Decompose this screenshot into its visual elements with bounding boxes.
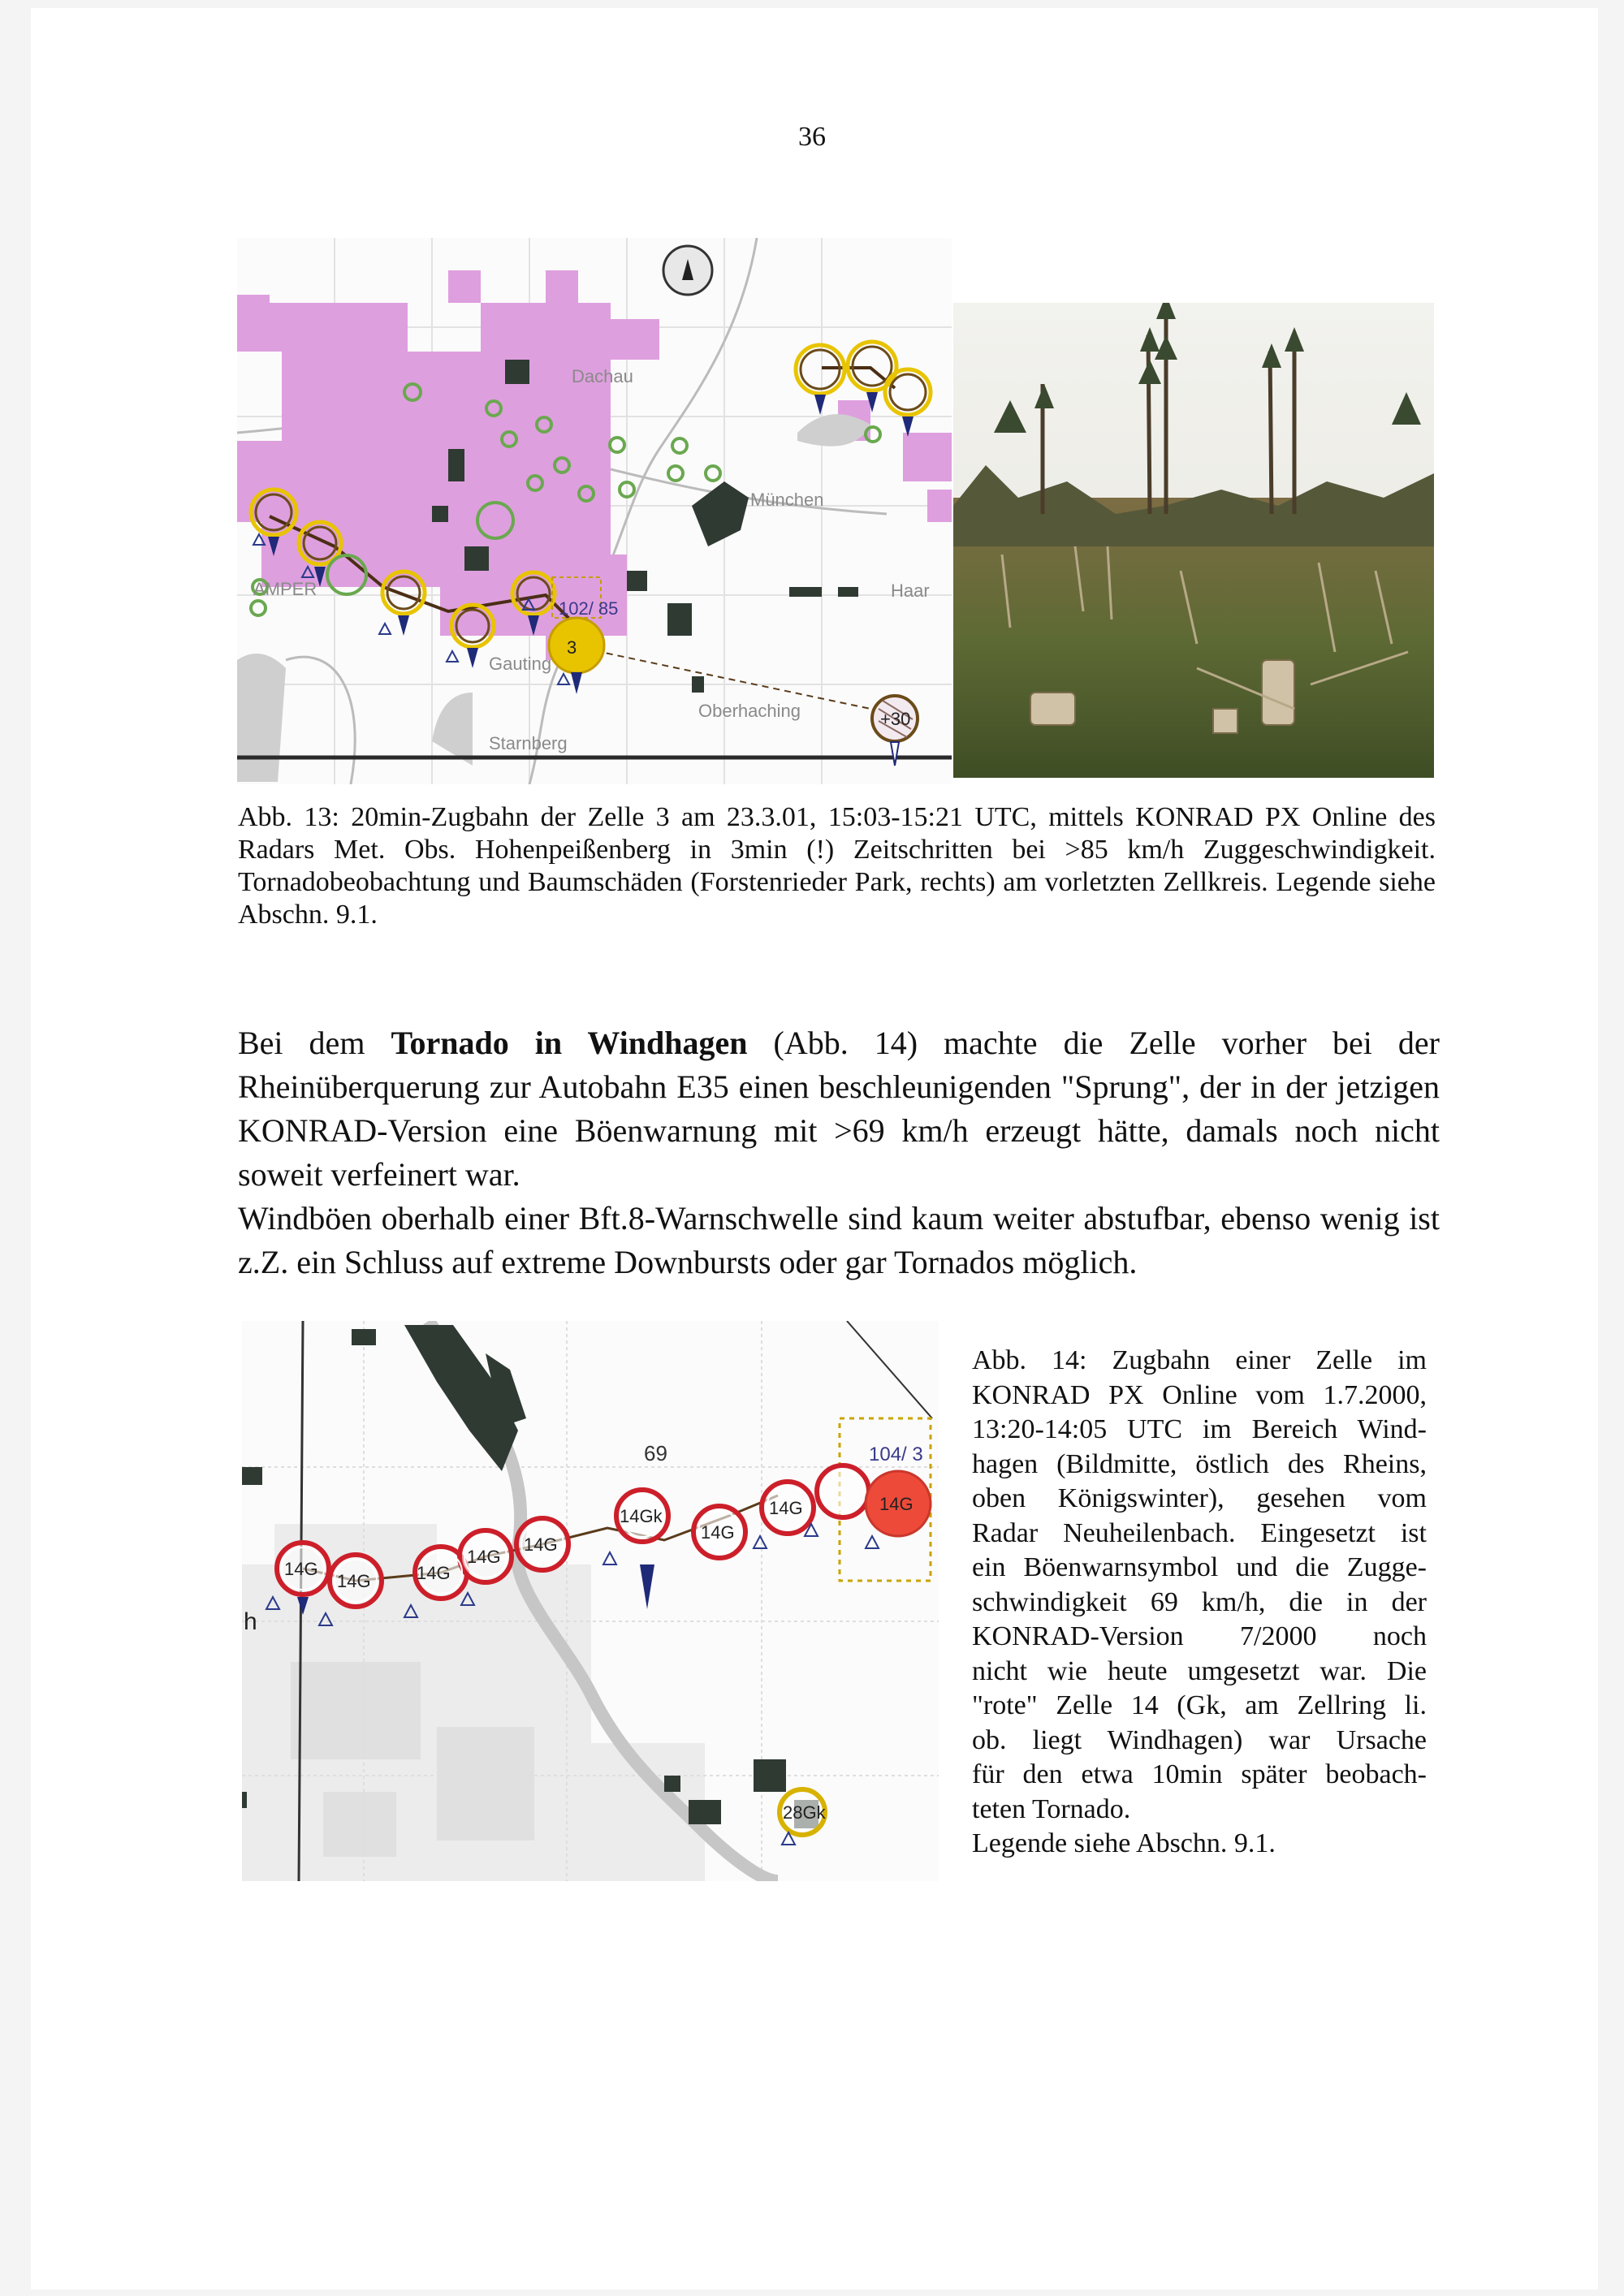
body-text <box>238 1021 1440 1284</box>
cell-label-6: 14Gk <box>620 1506 663 1526</box>
fig13-photo-tree-damage <box>953 303 1434 778</box>
figure-14-caption-line: 13:20-14:05 UTC im Bereich Wind- <box>972 1414 1427 1444</box>
figure-14-caption-line: ob. liegt Windhagen) war Ursache <box>972 1724 1427 1755</box>
figure-14-caption-line: oben Königswinter), gesehen vom <box>972 1483 1427 1513</box>
figure-14-caption-line: Legende siehe Abschn. 9.1. <box>972 1828 1276 1858</box>
figure-14 <box>242 1321 939 1881</box>
label-starnberg: Starnberg <box>489 733 568 753</box>
paragraph-2: Windböen oberhalb einer Bft.8-Warnschwelle sind kaum weiter abstufbar, ebenso wenig ist z.Z. ein Schluss auf extreme Downbursts oder gar Tornados möglich. <box>238 1200 1440 1280</box>
label-dachau: Dachau <box>572 366 633 386</box>
edge-letter: h <box>244 1608 257 1635</box>
label-speed: 69 <box>644 1441 667 1465</box>
figure-13-caption: Abb. 13: 20min-Zugbahn der Zelle 3 am 23.3.01, 15:03-15:21 UTC, mittels KONRAD PX Online des Radars Met. Obs. Hohenpeißenberg in 3min (!) Zeitschritten bei >85 km/h Zuggeschwindigkeit. Tornadobeobachtung und Baumschäden (Forstenrieder Park, rechts) am vorletzten Zellkreis. Legende siehe Abschn. 9.1. <box>238 802 1436 930</box>
label-cell-number: 3 <box>567 637 577 658</box>
cell-label-5: 14G <box>524 1534 558 1555</box>
label-gauting: Gauting <box>489 654 552 674</box>
figure-14-caption-line: ein Böenwarnsymbol und die Zugge- <box>972 1552 1427 1582</box>
cell-label-8: 14G <box>769 1498 803 1518</box>
label-future-cell: +30 <box>880 709 911 729</box>
figure-14-caption-line: KONRAD-Version 7/2000 noch <box>972 1621 1427 1651</box>
label-amper: AMPER <box>253 579 317 599</box>
figure-14-caption-line: schwindigkeit 69 km/h, die in der <box>972 1586 1427 1617</box>
figure-14-caption-line: für den etwa 10min später beobach- <box>972 1759 1427 1789</box>
cell-label-4: 14G <box>467 1547 501 1567</box>
cell-label-1: 14G <box>284 1559 318 1579</box>
figure-14-caption-line: "rote" Zelle 14 (Gk, am Zellring li. <box>972 1690 1427 1720</box>
page-number: 36 <box>798 122 826 152</box>
figure-14-caption-line: teten Tornado. <box>972 1793 1131 1824</box>
label-cell-info: 104/ 3 <box>869 1444 923 1465</box>
fig14-radar-map <box>242 1321 939 1881</box>
cell-label-9: 14G <box>879 1494 914 1514</box>
figure-14-caption-line: Abb. 14: Zugbahn einer Zelle im <box>972 1345 1427 1375</box>
figure-14-caption-line: nicht wie heute umgesetzt war. Die <box>972 1655 1427 1686</box>
cell-label-28: 28Gk <box>783 1802 826 1823</box>
figure-13 <box>237 238 1439 784</box>
paragraph-1: Bei dem Tornado in Windhagen (Abb. 14) machte die Zelle vorher bei der Rheinüberquerung zur Autobahn E35 einen beschleunigenden "Sprung", der in der jetzigen KONRAD-Version eine Böenwarnung mit >69 km/h erzeugt hätte, damals noch nicht soweit verfeinert war. <box>238 1025 1440 1193</box>
label-oberhaching: Oberhaching <box>698 701 801 721</box>
label-cell-info: 102/ 85 <box>559 598 619 619</box>
figure-14-caption-line: Radar Neuheilenbach. Eingesetzt ist <box>972 1517 1427 1548</box>
figure-14-caption <box>972 1344 1427 1862</box>
bold-tornado-windhagen: Tornado in Windhagen <box>391 1025 748 1061</box>
figure-14-caption-line: KONRAD PX Online vom 1.7.2000, <box>972 1379 1427 1410</box>
cell-label-7: 14G <box>701 1522 735 1543</box>
figure-14-caption-line: hagen (Bildmitte, östlich des Rheins, <box>972 1448 1427 1479</box>
cell-label-3: 14G <box>417 1563 451 1583</box>
fig13-radar-map <box>237 238 952 784</box>
cell-label-2: 14G <box>337 1571 371 1591</box>
label-haar: Haar <box>891 580 930 601</box>
label-muenchen: München <box>750 490 824 510</box>
